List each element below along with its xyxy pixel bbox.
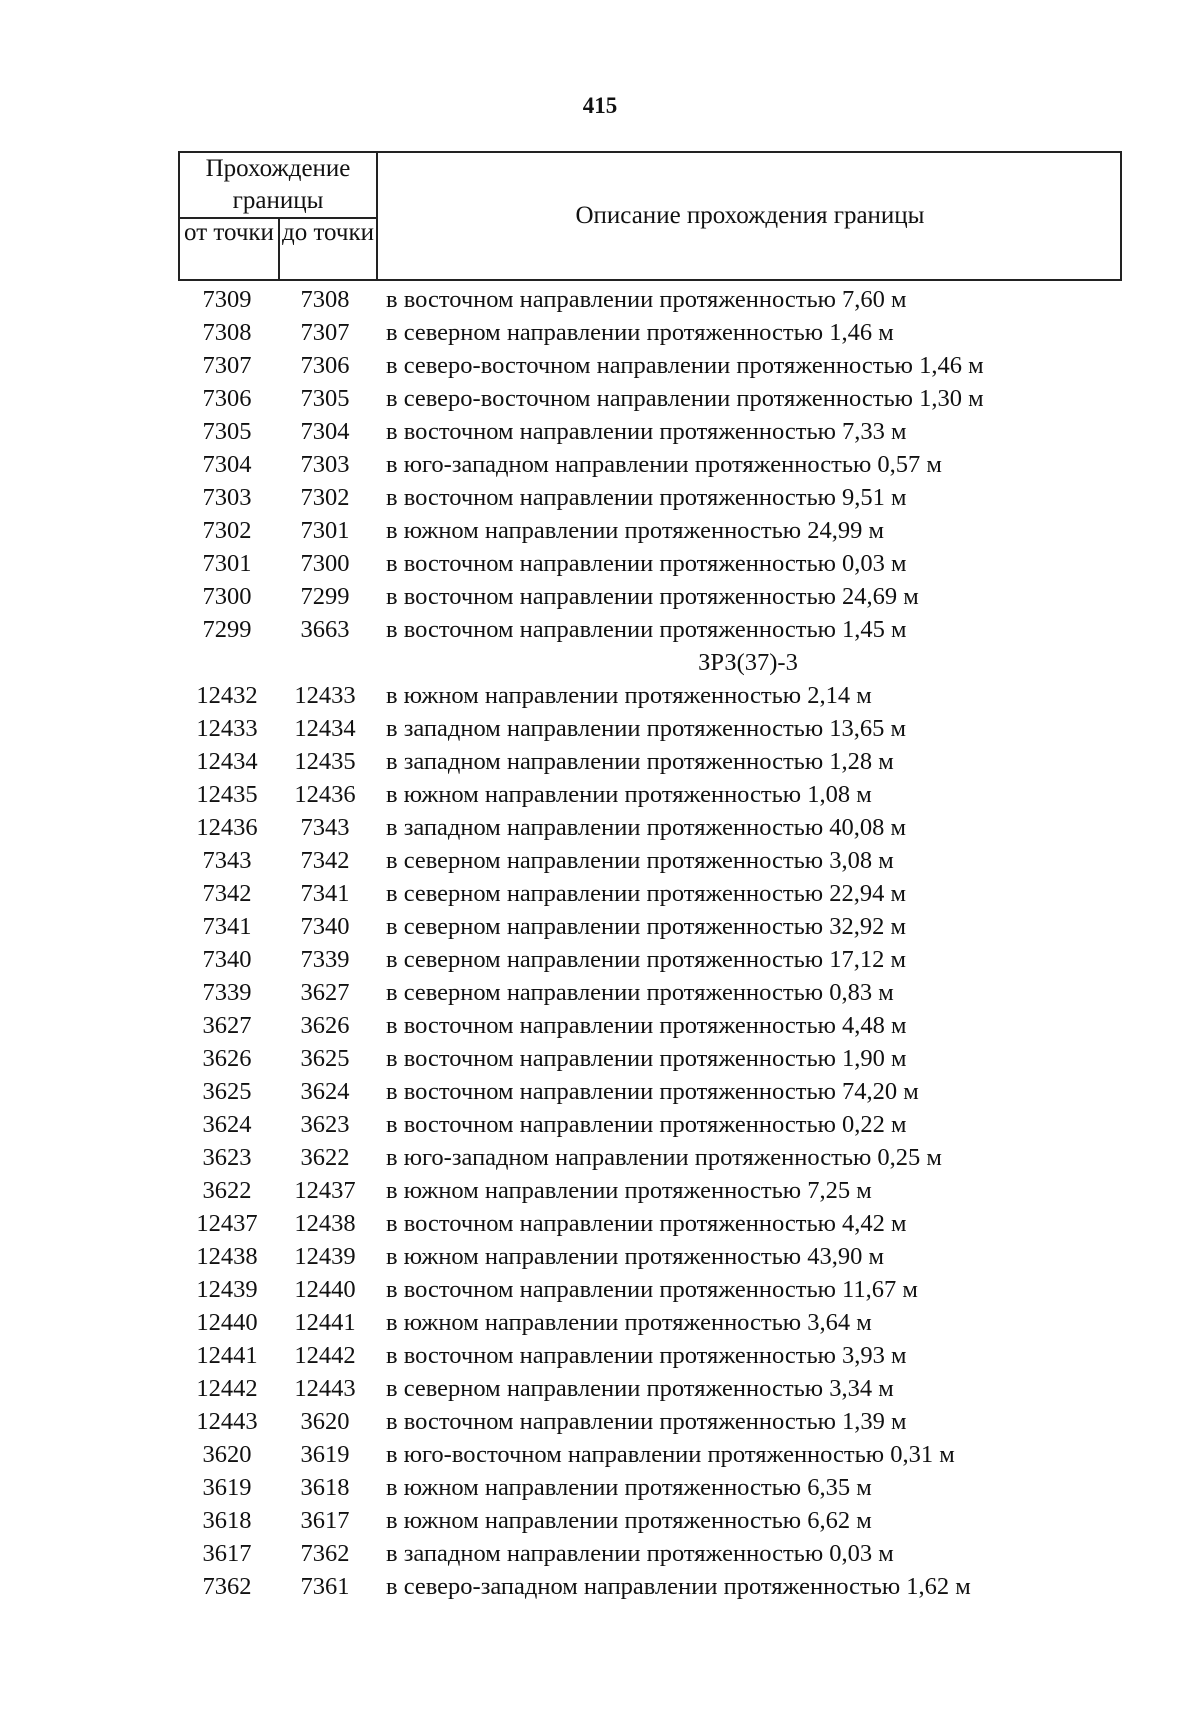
from-point-cell: 12438 [196,1243,258,1270]
description-cell: в западном направлении протяженностью 13,65 м [386,715,907,742]
to-point-cell: 3624 [300,1078,350,1105]
description-cell: в западном направлении протяженностью 1,28 м [386,748,894,775]
from-point-cell: 7342 [202,880,252,907]
from-point-cell: 7309 [202,286,252,313]
table-row [178,283,1122,316]
from-point-cell: 12432 [196,682,258,709]
header-to-point: до точки [281,219,375,246]
to-point-cell: 3623 [300,1111,350,1138]
from-point-cell: 7307 [202,352,252,379]
table-row [178,910,1122,943]
to-point-cell: 3617 [300,1507,350,1534]
description-cell: в северо-восточном направлении протяженностью 1,46 м [386,352,984,379]
description-cell: в южном направлении протяженностью 3,64 м [386,1309,872,1336]
description-cell: в северном направлении протяженностью 3,08 м [386,847,894,874]
from-point-cell: 12442 [196,1375,258,1402]
table-row [178,580,1122,613]
description-cell: в южном направлении протяженностью 1,08 м [386,781,872,808]
description-cell: в юго-восточном направлении протяженностью 0,31 м [386,1441,955,1468]
table-row [178,1207,1122,1240]
from-point-cell: 7341 [202,913,252,940]
from-point-cell: 12435 [196,781,258,808]
table-row [178,415,1122,448]
to-point-cell: 12435 [294,748,356,775]
to-point-cell: 3620 [300,1408,350,1435]
from-point-cell: 7305 [202,418,252,445]
to-point-cell: 3626 [300,1012,350,1039]
from-point-cell: 3627 [202,1012,252,1039]
table-row [178,877,1122,910]
table-row [178,1570,1122,1603]
description-cell: в восточном направлении протяженностью 4,48 м [386,1012,907,1039]
to-point-cell: 12440 [294,1276,356,1303]
from-point-cell: 7343 [202,847,252,874]
table-row [178,1042,1122,1075]
from-point-cell: 7306 [202,385,252,412]
table-row [178,1405,1122,1438]
description-cell: в восточном направлении протяженностью 7,60 м [386,286,907,313]
description-cell: в восточном направлении протяженностью 7,33 м [386,418,907,445]
from-point-cell: 7301 [202,550,252,577]
description-cell: в восточном направлении протяженностью 0,22 м [386,1111,907,1138]
table-row [178,844,1122,877]
description-cell: в восточном направлении протяженностью 4,42 м [386,1210,907,1237]
description-cell: в южном направлении протяженностью 43,90 м [386,1243,884,1270]
from-point-cell: 7304 [202,451,252,478]
description-cell: в южном направлении протяженностью 6,62 м [386,1507,872,1534]
table-row [178,1240,1122,1273]
to-point-cell: 12437 [294,1177,356,1204]
from-point-cell: 12443 [196,1408,258,1435]
to-point-cell: 7343 [300,814,350,841]
to-point-cell: 7362 [300,1540,350,1567]
from-point-cell: 12441 [196,1342,258,1369]
description-cell: в восточном направлении протяженностью 3,93 м [386,1342,907,1369]
from-point-cell: 7300 [202,583,252,610]
from-point-cell: 3622 [202,1177,252,1204]
table-row [178,679,1122,712]
table-row [178,316,1122,349]
to-point-cell: 7339 [300,946,350,973]
description-cell: в восточном направлении протяженностью 24,69 м [386,583,919,610]
to-point-cell: 7342 [300,847,350,874]
to-point-cell: 12441 [294,1309,356,1336]
description-cell: в восточном направлении протяженностью 9,51 м [386,484,907,511]
to-point-cell: 7307 [300,319,350,346]
table-row [178,811,1122,844]
table-row [178,1108,1122,1141]
table-row [178,1339,1122,1372]
to-point-cell: 3627 [300,979,350,1006]
table-row [178,1075,1122,1108]
table-row [178,382,1122,415]
from-point-cell: 7339 [202,979,252,1006]
header-description: Описание прохождения границы [575,202,925,229]
table-header [178,151,1122,281]
section-row [178,646,1122,679]
to-point-cell: 7303 [300,451,350,478]
table-row [178,1372,1122,1405]
from-point-cell: 7340 [202,946,252,973]
table-row [178,1174,1122,1207]
to-point-cell: 3619 [300,1441,350,1468]
description-cell: в северо-западном направлении протяженностью 1,62 м [386,1573,971,1600]
table-row [178,1537,1122,1570]
table-row [178,1438,1122,1471]
from-point-cell: 3626 [202,1045,252,1072]
description-cell: в северном направлении протяженностью 0,83 м [386,979,894,1006]
to-point-cell: 7361 [300,1573,350,1600]
from-point-cell: 12437 [196,1210,258,1237]
from-point-cell: 12440 [196,1309,258,1336]
from-point-cell: 7303 [202,484,252,511]
to-point-cell: 12434 [294,715,356,742]
from-point-cell: 3624 [202,1111,252,1138]
to-point-cell: 7340 [300,913,350,940]
table-row [178,745,1122,778]
description-cell: в северо-восточном направлении протяженностью 1,30 м [386,385,984,412]
from-point-cell: 12434 [196,748,258,775]
description-cell: в северном направлении протяженностью 22,94 м [386,880,906,907]
from-point-cell: 7308 [202,319,252,346]
to-point-cell: 7306 [300,352,350,379]
section-title: ЗРЗ(37)-3 [698,649,798,676]
description-cell: в восточном направлении протяженностью 1,39 м [386,1408,907,1435]
description-cell: в восточном направлении протяженностью 0,03 м [386,550,907,577]
to-point-cell: 7341 [300,880,350,907]
from-point-cell: 7362 [202,1573,252,1600]
description-cell: в северном направлении протяженностью 1,46 м [386,319,894,346]
to-point-cell: 7305 [300,385,350,412]
from-point-cell: 12439 [196,1276,258,1303]
to-point-cell: 7300 [300,550,350,577]
from-point-cell: 3625 [202,1078,252,1105]
description-cell: в южном направлении протяженностью 7,25 м [386,1177,872,1204]
from-point-cell: 3618 [202,1507,252,1534]
description-cell: в восточном направлении протяженностью 11,67 м [386,1276,918,1303]
description-cell: в западном направлении протяженностью 40,08 м [386,814,907,841]
table-body [178,283,1122,1603]
page-number: 415 [582,93,618,118]
to-point-cell: 12439 [294,1243,356,1270]
from-point-cell: 3623 [202,1144,252,1171]
description-cell: в южном направлении протяженностью 24,99 м [386,517,884,544]
table-row [178,712,1122,745]
to-point-cell: 12436 [294,781,356,808]
table-row [178,778,1122,811]
description-cell: в восточном направлении протяженностью 1,45 м [386,616,907,643]
to-point-cell: 12443 [294,1375,356,1402]
table-row [178,1504,1122,1537]
to-point-cell: 7299 [300,583,350,610]
from-point-cell: 7302 [202,517,252,544]
description-cell: в восточном направлении протяженностью 74,20 м [386,1078,919,1105]
to-point-cell: 12433 [294,682,356,709]
table-row [178,1471,1122,1504]
table-row [178,1141,1122,1174]
description-cell: в юго-западном направлении протяженностью 0,57 м [386,451,942,478]
to-point-cell: 3625 [300,1045,350,1072]
table-row [178,976,1122,1009]
to-point-cell: 3622 [300,1144,350,1171]
from-point-cell: 3617 [202,1540,252,1567]
from-point-cell: 3620 [202,1441,252,1468]
table-row [178,349,1122,382]
description-cell: в южном направлении протяженностью 6,35 м [386,1474,872,1501]
table-row [178,448,1122,481]
to-point-cell: 3663 [300,616,350,643]
table-row [178,943,1122,976]
to-point-cell: 3618 [300,1474,350,1501]
table-row [178,1273,1122,1306]
header-from-point: от точки [184,219,274,246]
to-point-cell: 7308 [300,286,350,313]
description-cell: в северном направлении протяженностью 17,12 м [386,946,906,973]
to-point-cell: 7302 [300,484,350,511]
from-point-cell: 3619 [202,1474,252,1501]
description-cell: в восточном направлении протяженностью 1,90 м [386,1045,907,1072]
table-row [178,514,1122,547]
to-point-cell: 7301 [300,517,350,544]
table-row [178,613,1122,646]
to-point-cell: 7304 [300,418,350,445]
description-cell: в южном направлении протяженностью 2,14 м [386,682,872,709]
description-cell: в западном направлении протяженностью 0,03 м [386,1540,894,1567]
table-row [178,1009,1122,1042]
to-point-cell: 12442 [294,1342,356,1369]
from-point-cell: 7299 [202,616,252,643]
description-cell: в северном направлении протяженностью 32,92 м [386,913,906,940]
from-point-cell: 12436 [196,814,258,841]
description-cell: в юго-западном направлении протяженностью 0,25 м [386,1144,942,1171]
to-point-cell: 12438 [294,1210,356,1237]
table-row [178,1306,1122,1339]
table-row [178,547,1122,580]
from-point-cell: 12433 [196,715,258,742]
header-passage: Прохождение границы [205,155,351,214]
table-row [178,481,1122,514]
description-cell: в северном направлении протяженностью 3,34 м [386,1375,894,1402]
